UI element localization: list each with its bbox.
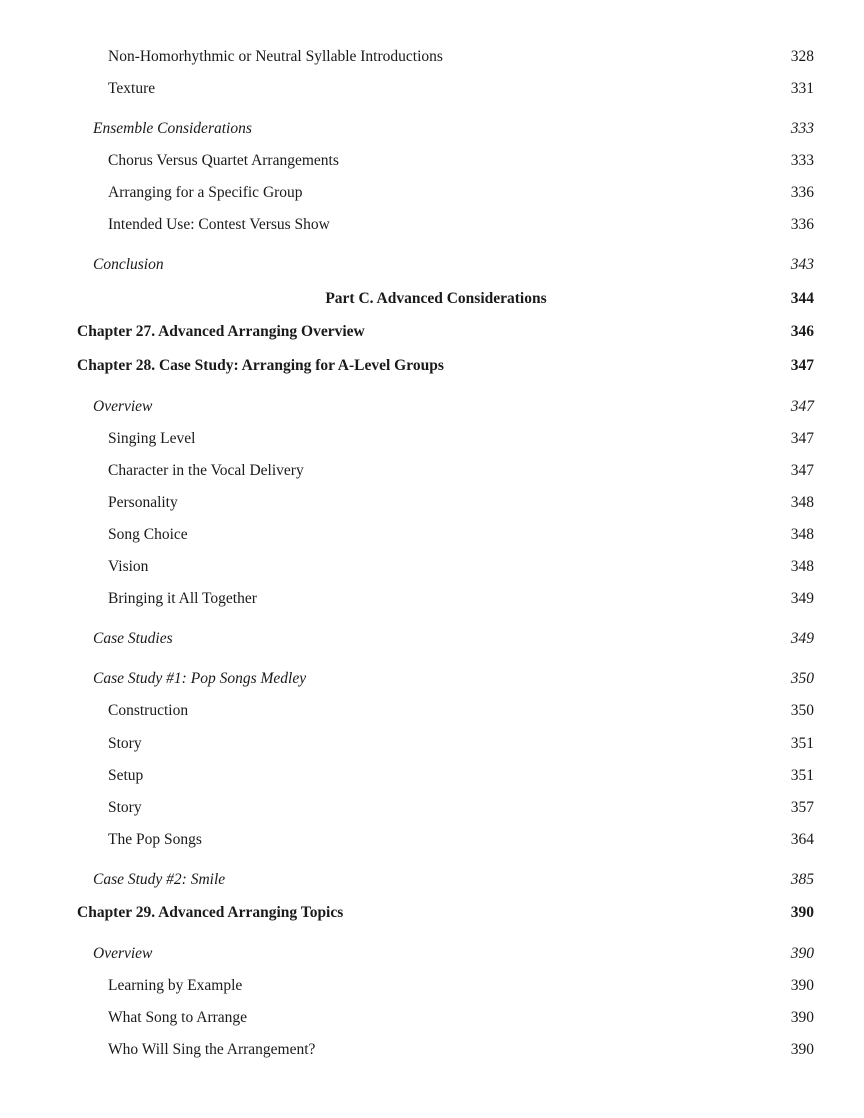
toc-entry-title: Intended Use: Contest Versus Show [108, 216, 330, 233]
toc-entry[interactable] [0, 213, 864, 237]
toc-section-entry[interactable] [0, 117, 864, 141]
toc-chapter-entry[interactable] [0, 354, 864, 378]
toc-entry[interactable] [0, 523, 864, 547]
toc-entry-title: Learning by Example [108, 977, 243, 994]
toc-entry-page: 390 [790, 904, 814, 921]
toc-entry[interactable] [0, 1038, 864, 1062]
toc-chapter-entry[interactable] [0, 320, 864, 344]
toc-entry-page: 390 [790, 1041, 814, 1058]
toc-entry-page: 331 [790, 80, 814, 97]
toc-entry-page: 347 [790, 398, 814, 415]
toc-entry-page: 343 [790, 256, 814, 273]
toc-entry-title: Chapter 28. Case Study: Arranging for A-Level Groups [77, 357, 444, 374]
toc-entry[interactable] [0, 45, 864, 69]
toc-section-entry[interactable] [0, 627, 864, 651]
toc-entry-page: 350 [790, 702, 814, 719]
toc-entry-page: 348 [790, 558, 814, 575]
toc-entry[interactable] [0, 587, 864, 611]
toc-entry[interactable] [0, 828, 864, 852]
toc-entry-page: 364 [790, 831, 814, 848]
toc-entry-title: Story [108, 735, 142, 752]
toc-entry[interactable] [0, 1006, 864, 1030]
toc-entry-page: 390 [790, 945, 814, 962]
toc-entry-title: Personality [108, 494, 178, 511]
toc-entry-page: 347 [790, 430, 814, 447]
toc-entry-page: 348 [790, 526, 814, 543]
toc-entry-title: Arranging for a Specific Group [108, 184, 303, 201]
toc-entry-title: Character in the Vocal Delivery [108, 462, 304, 479]
toc-entry-page: 357 [790, 799, 814, 816]
toc-entry[interactable] [0, 149, 864, 173]
toc-entry-title: What Song to Arrange [108, 1009, 248, 1026]
toc-entry-title: Case Studies [93, 630, 173, 647]
toc-entry-title: Singing Level [108, 430, 196, 447]
toc-entry-page: 336 [790, 216, 814, 233]
toc-part-entry[interactable] [0, 287, 864, 311]
toc-entry-title: Bringing it All Together [108, 590, 257, 607]
toc-entry[interactable] [0, 699, 864, 723]
toc-entry[interactable] [0, 491, 864, 515]
toc-entry-title: Vision [108, 558, 149, 575]
toc-entry[interactable] [0, 796, 864, 820]
toc-entry[interactable] [0, 459, 864, 483]
toc-entry-page: 349 [790, 630, 814, 647]
toc-entry-title: Construction [108, 702, 189, 719]
toc-entry-page: 328 [790, 48, 814, 65]
toc-entry-page: 347 [790, 462, 814, 479]
toc-entry-page: 333 [790, 152, 814, 169]
toc-section-entry[interactable] [0, 868, 864, 892]
toc-section-entry[interactable] [0, 942, 864, 966]
toc-entry-page: 351 [790, 767, 814, 784]
toc-entry-page: 351 [790, 735, 814, 752]
toc-entry[interactable] [0, 974, 864, 998]
toc-entry-title: Overview [93, 398, 153, 415]
toc-entry-page: 347 [790, 357, 814, 374]
toc-entry-title: Part C. Advanced Considerations [325, 290, 547, 307]
toc-entry-page: 344 [790, 290, 814, 307]
toc-entry-page: 336 [790, 184, 814, 201]
toc-entry-title: Chapter 27. Advanced Arranging Overview [77, 323, 365, 340]
toc-section-entry[interactable] [0, 253, 864, 277]
toc-entry[interactable] [0, 77, 864, 101]
toc-entry-title: Conclusion [93, 256, 164, 273]
toc-entry-page: 333 [790, 120, 814, 137]
toc-entry-page: 385 [790, 871, 814, 888]
toc-entry-title: The Pop Songs [108, 831, 202, 848]
toc-entry-title: Who Will Sing the Arrangement? [108, 1041, 316, 1058]
toc-entry-page: 348 [790, 494, 814, 511]
toc-entry-title: Chorus Versus Quartet Arrangements [108, 152, 339, 169]
toc-entry-title: Case Study #2: Smile [93, 871, 226, 888]
toc-entry-title: Setup [108, 767, 144, 784]
toc-entry-title: Song Choice [108, 526, 188, 543]
toc-entry-title: Non-Homorhythmic or Neutral Syllable Introductions [108, 48, 443, 65]
toc-entry-title: Story [108, 799, 142, 816]
toc-entry-page: 346 [790, 323, 814, 340]
toc-entry-page: 390 [790, 977, 814, 994]
toc-entry[interactable] [0, 181, 864, 205]
toc-entry-title: Texture [108, 80, 156, 97]
toc-section-entry[interactable] [0, 667, 864, 691]
toc-entry-page: 350 [790, 670, 814, 687]
toc-entry-title: Overview [93, 945, 153, 962]
toc-entry-title: Ensemble Considerations [93, 120, 252, 137]
toc-entry[interactable] [0, 555, 864, 579]
toc-entry[interactable] [0, 732, 864, 756]
toc-entry[interactable] [0, 427, 864, 451]
toc-entry[interactable] [0, 764, 864, 788]
toc-entry-page: 349 [790, 590, 814, 607]
toc-section-entry[interactable] [0, 395, 864, 419]
toc-entry-title: Chapter 29. Advanced Arranging Topics [77, 904, 344, 921]
toc-chapter-entry[interactable] [0, 901, 864, 925]
toc-entry-page: 390 [790, 1009, 814, 1026]
toc-entry-title: Case Study #1: Pop Songs Medley [93, 670, 307, 687]
